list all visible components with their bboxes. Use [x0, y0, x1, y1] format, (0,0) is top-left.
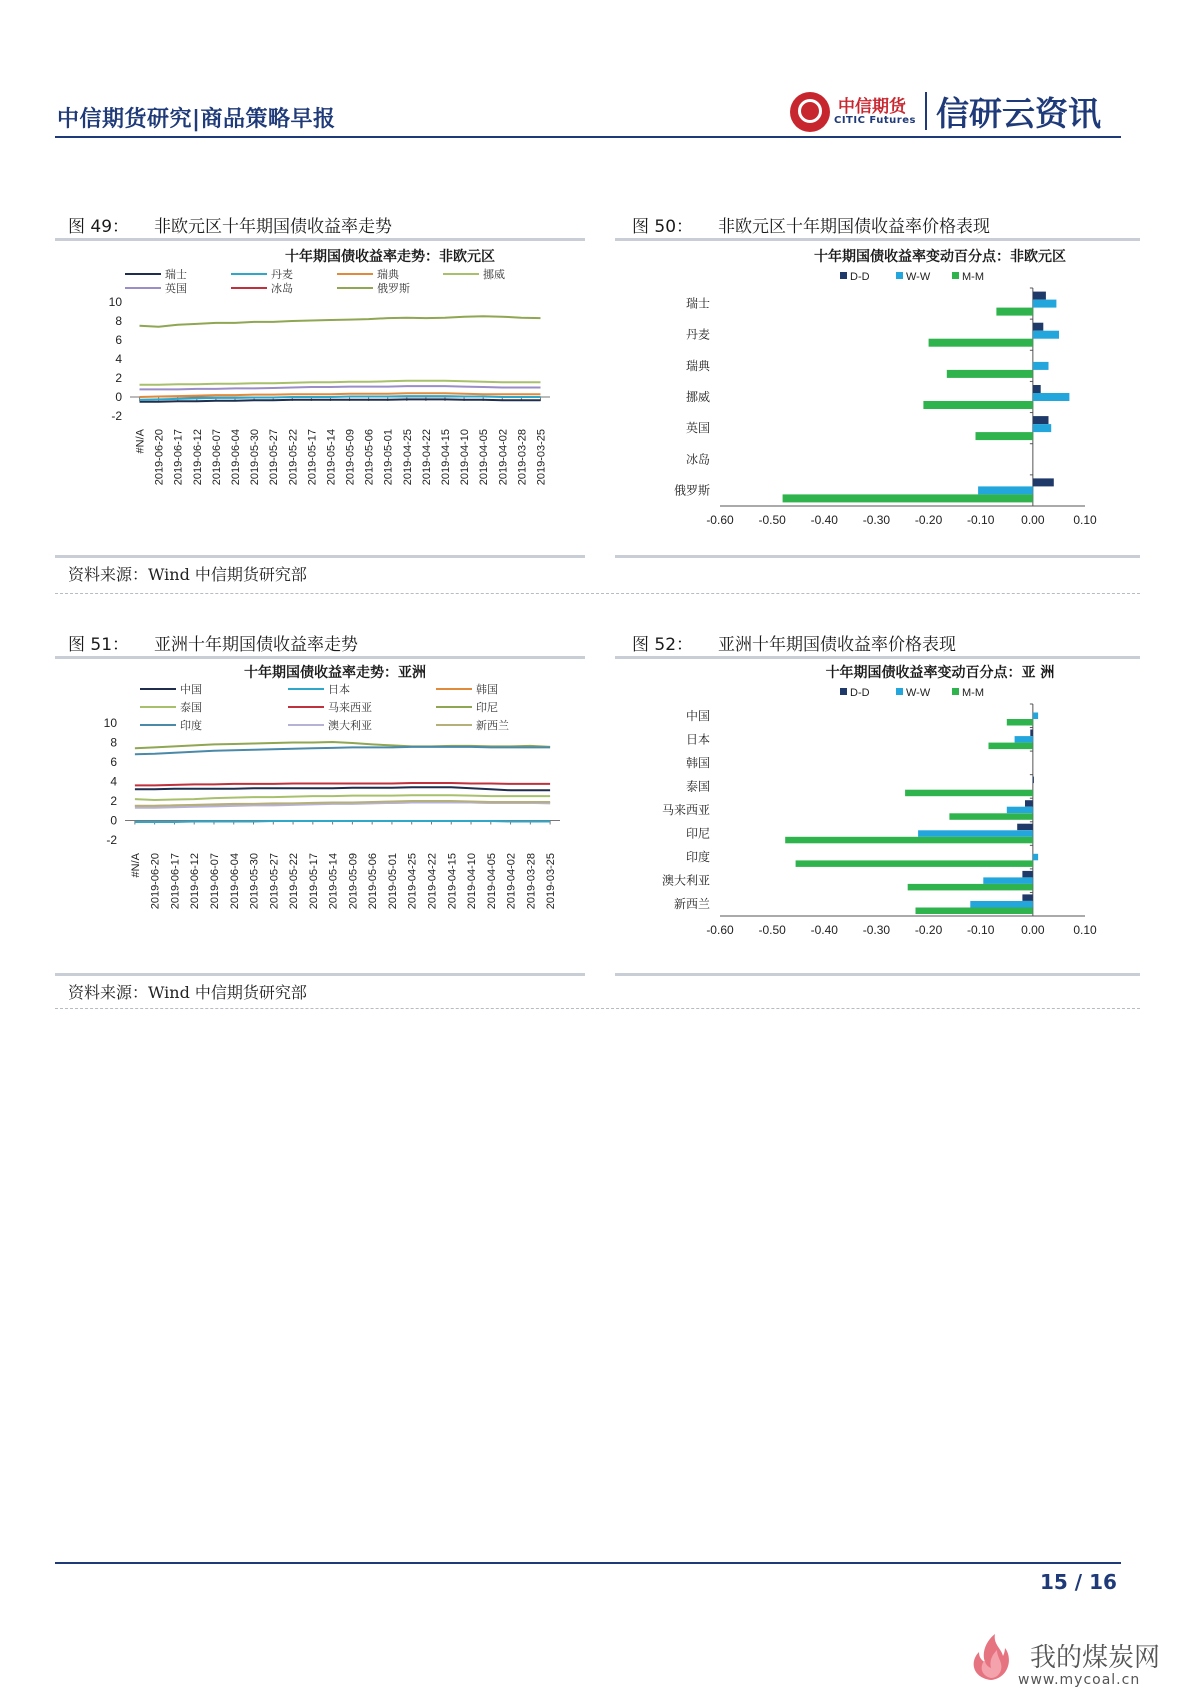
x-tick-label: 0.00 [1021, 923, 1045, 937]
x-tick-label: -0.20 [914, 923, 943, 937]
figure-rule [55, 238, 585, 241]
figure-52-caption [632, 630, 956, 655]
category-label: 韩国 [685, 755, 710, 770]
y-tick-label: 10 [108, 295, 122, 309]
figure-50-bar-chart [640, 244, 1120, 544]
x-tick-label: 2019-04-22 [420, 429, 433, 486]
bar [1033, 777, 1034, 784]
x-tick-label: 2019-03-25 [535, 429, 548, 486]
bar [989, 743, 1033, 750]
x-tick-label: 2019-05-09 [347, 853, 360, 910]
bar [978, 486, 1033, 494]
y-tick-label: -2 [111, 409, 122, 423]
bar [1033, 393, 1070, 401]
legend-label: 韩国 [476, 683, 498, 696]
x-tick-label: 2019-05-17 [307, 853, 320, 910]
figure-rule [55, 656, 585, 659]
bar [785, 837, 1033, 844]
x-tick-label: -0.10 [967, 923, 995, 937]
bar [796, 860, 1033, 867]
y-tick-label: 6 [115, 333, 122, 347]
series-line [135, 821, 550, 822]
flame-logo-icon [965, 1632, 1017, 1682]
x-tick-label: 2019-06-12 [189, 853, 202, 910]
category-label: 澳大利亚 [661, 873, 710, 888]
series-line [140, 399, 541, 401]
x-tick-label: 2019-06-20 [153, 429, 166, 486]
y-tick-label: 10 [103, 716, 117, 730]
category-label: 英国 [685, 421, 710, 436]
watermark-url: www.mycoal.cn [1018, 1672, 1141, 1688]
figure-50-caption [632, 212, 990, 237]
x-tick-label: 2019-04-02 [505, 853, 518, 910]
x-tick-label: 2019-04-15 [446, 853, 459, 910]
legend-swatch [952, 688, 959, 695]
legend-label: 澳大利亚 [328, 719, 372, 732]
x-tick-label: 2019-05-22 [288, 853, 301, 910]
y-tick-label: 0 [110, 813, 117, 828]
x-tick-label: -0.40 [810, 923, 838, 937]
y-tick-label: -2 [106, 833, 117, 847]
legend-label: 日本 [328, 683, 350, 696]
legend-label: D-D [850, 271, 870, 283]
x-tick-label: 0.10 [1073, 923, 1097, 937]
x-tick-label: 2019-05-09 [344, 429, 357, 486]
bar [1022, 894, 1032, 901]
category-label: 瑞典 [685, 358, 710, 373]
legend-label: 瑞士 [165, 268, 187, 281]
x-tick-label: -0.50 [758, 923, 786, 937]
x-tick-label: 2019-05-01 [382, 429, 395, 486]
x-tick-label: 2019-04-05 [478, 429, 491, 486]
x-tick-label: 2019-06-12 [191, 429, 204, 486]
x-tick-label: 2019-03-28 [516, 429, 529, 486]
bar [1017, 824, 1033, 831]
category-label: 马来西亚 [661, 803, 710, 817]
x-tick-label: -0.60 [706, 923, 734, 937]
x-tick-label: 2019-04-22 [426, 853, 439, 910]
x-tick-label: 2019-05-17 [306, 429, 319, 486]
x-tick-label: -0.20 [914, 513, 943, 527]
x-tick-label: 2019-05-30 [249, 429, 262, 486]
figure-49-caption [68, 212, 392, 237]
y-tick-label: 8 [115, 314, 122, 328]
figure-title: 亚洲十年期国债收益率走势 [154, 635, 358, 655]
logo-separator [925, 92, 927, 130]
bar [929, 339, 1033, 347]
series-line [135, 783, 550, 785]
legend-label: 挪威 [483, 268, 505, 281]
x-tick-label: 2019-04-10 [466, 853, 479, 910]
legend-swatch [840, 688, 847, 695]
x-tick-label: 2019-05-27 [268, 853, 281, 910]
bar [983, 877, 1033, 884]
category-label: 印度 [685, 850, 710, 865]
category-label: 印尼 [685, 826, 710, 841]
source-note: 资料来源：Wind 中信期货研究部 [68, 983, 307, 1002]
bar [970, 901, 1033, 908]
category-label: 俄罗斯 [673, 483, 710, 498]
series-line [135, 747, 550, 754]
series-line [140, 316, 541, 326]
x-tick-label: #N/A [129, 853, 142, 878]
x-tick-label: 2019-06-20 [149, 853, 162, 910]
legend-swatch [840, 272, 847, 279]
x-tick-label: -0.50 [758, 513, 786, 527]
legend-label: 冰岛 [271, 282, 293, 295]
legend-label: D-D [850, 687, 870, 699]
x-tick-label: 2019-04-10 [459, 429, 472, 486]
legend-swatch [896, 272, 903, 279]
x-tick-label: -0.40 [810, 513, 838, 527]
figure-rule [615, 973, 1140, 976]
legend-label: 泰国 [180, 701, 202, 714]
legend-label: 英国 [165, 282, 187, 295]
category-label: 日本 [685, 732, 710, 747]
logo-chinese-name: 中信期货 [838, 97, 906, 117]
bar [918, 830, 1033, 837]
x-tick-label: -0.30 [862, 513, 891, 527]
legend-label: M-M [962, 271, 984, 283]
bar [949, 813, 1032, 820]
section-divider [55, 1008, 1140, 1009]
legend-label: 印度 [180, 719, 202, 732]
y-tick-label: 2 [115, 371, 122, 385]
legend-swatch [896, 688, 903, 695]
figure-number: 图 49： [68, 217, 130, 237]
figure-rule [55, 973, 585, 976]
category-label: 中国 [685, 708, 710, 723]
bar [1033, 424, 1051, 432]
legend-label: 中国 [180, 683, 202, 696]
series-line [140, 381, 541, 385]
bar [976, 432, 1033, 440]
category-label: 挪威 [685, 390, 710, 404]
chart-title: 十年期国债收益率走势：亚洲 [244, 665, 426, 681]
logo-english-name: CITIC Futures [834, 115, 916, 126]
category-label: 丹麦 [685, 327, 710, 342]
legend-label: 印尼 [476, 701, 498, 714]
x-tick-label: 2019-03-28 [525, 853, 538, 910]
y-tick-label: 6 [110, 755, 117, 769]
figure-title: 非欧元区十年期国债收益率价格表现 [718, 217, 990, 237]
y-tick-label: 0 [115, 390, 122, 404]
bar [1033, 385, 1041, 393]
y-tick-label: 4 [110, 774, 117, 789]
series-line [135, 787, 550, 790]
bar [1033, 362, 1049, 370]
x-tick-label: 2019-05-01 [386, 853, 399, 910]
x-tick-label: 0.00 [1021, 513, 1045, 527]
bar [1007, 807, 1033, 814]
x-tick-label: 2019-04-15 [440, 429, 452, 486]
series-line [135, 795, 550, 800]
series-line [140, 386, 541, 389]
x-tick-label: 2019-05-06 [363, 429, 376, 486]
x-tick-label: 2019-05-30 [248, 853, 261, 910]
x-tick-label: 2019-06-17 [169, 853, 182, 910]
bar [908, 884, 1033, 891]
x-tick-label: 0.10 [1073, 513, 1097, 527]
category-label: 新西兰 [673, 897, 710, 912]
section-divider [55, 593, 1140, 594]
bar [783, 494, 1033, 502]
report-header-title: 中信期货研究|商品策略早报 [57, 107, 336, 132]
x-tick-label: 2019-05-14 [325, 429, 338, 486]
figure-rule [615, 555, 1140, 558]
legend-label: 马来西亚 [328, 701, 372, 714]
x-tick-label: 2019-06-07 [208, 853, 221, 910]
bar [1033, 300, 1057, 308]
x-tick-label: 2019-03-25 [545, 853, 558, 910]
chart-title: 十年期国债收益率走势：非欧元区 [285, 249, 495, 265]
bar [1033, 713, 1038, 720]
legend-label: 瑞典 [377, 268, 399, 281]
figure-title: 非欧元区十年期国债收益率走势 [154, 217, 392, 237]
x-tick-label: 2019-04-25 [401, 429, 414, 486]
legend-label: W-W [906, 271, 931, 283]
x-tick-label: 2019-04-05 [485, 853, 498, 910]
bar [1033, 323, 1043, 331]
x-tick-label: -0.30 [862, 923, 891, 937]
legend-label: W-W [906, 687, 931, 699]
bar [1030, 730, 1033, 737]
figure-number: 图 50： [632, 217, 694, 237]
figure-rule [615, 238, 1140, 241]
figure-49-line-chart [100, 244, 570, 544]
watermark-text: 我的煤炭网 [1030, 1643, 1161, 1673]
bar [1022, 871, 1032, 878]
category-label: 泰国 [685, 779, 710, 794]
figure-rule [55, 555, 585, 558]
source-note: 资料来源：Wind 中信期货研究部 [68, 565, 307, 584]
x-tick-label: 2019-06-04 [228, 853, 241, 910]
x-tick-label: 2019-06-07 [210, 429, 223, 486]
legend-label: 俄罗斯 [377, 282, 410, 295]
legend-label: M-M [962, 687, 984, 699]
bar [1033, 331, 1059, 339]
figure-number: 图 51： [68, 635, 130, 655]
x-tick-label: 2019-06-04 [230, 429, 242, 486]
figure-51-line-chart [95, 660, 575, 970]
legend-label: 丹麦 [271, 268, 293, 281]
citic-logo-icon [790, 92, 830, 132]
bar [916, 908, 1033, 915]
x-tick-label: #N/A [134, 429, 147, 454]
y-tick-label: 8 [110, 735, 117, 750]
bar [1025, 800, 1033, 807]
category-label: 冰岛 [685, 452, 710, 467]
bar [1033, 416, 1049, 424]
bar [905, 790, 1033, 797]
x-tick-label: 2019-06-17 [172, 429, 185, 486]
bar [1033, 478, 1054, 486]
figure-rule [615, 656, 1140, 659]
brand-title: 信研云资讯 [936, 94, 1101, 133]
figure-title: 亚洲十年期国债收益率价格表现 [718, 635, 956, 655]
x-tick-label: 2019-04-02 [497, 429, 510, 486]
page-number: 15 / 16 [1040, 1570, 1117, 1594]
bar [1033, 292, 1046, 300]
bar [1007, 719, 1033, 726]
y-tick-label: 4 [115, 352, 122, 366]
x-tick-label: 2019-05-06 [367, 853, 380, 910]
bar [996, 308, 1033, 316]
legend-label: 新西兰 [476, 719, 509, 732]
chart-title: 十年期国债收益率变动百分点：亚 洲 [825, 665, 1055, 681]
figure-52-bar-chart [640, 660, 1120, 970]
bar [923, 401, 1033, 409]
x-tick-label: 2019-05-22 [287, 429, 300, 486]
bar [1015, 736, 1033, 743]
category-label: 瑞士 [685, 296, 710, 311]
x-tick-label: -0.60 [706, 513, 734, 527]
bar [1033, 854, 1038, 861]
figure-number: 图 52： [632, 635, 694, 655]
bar [947, 370, 1033, 378]
chart-title: 十年期国债收益率变动百分点：非欧元区 [814, 249, 1066, 265]
x-tick-label: 2019-04-25 [406, 853, 419, 910]
header-rule [55, 136, 1121, 138]
figure-51-caption [68, 630, 358, 655]
legend-swatch [952, 272, 959, 279]
y-tick-label: 2 [110, 794, 117, 808]
x-tick-label: 2019-05-27 [268, 429, 281, 486]
footer-rule [55, 1562, 1121, 1564]
x-tick-label: 2019-05-14 [327, 853, 340, 910]
x-tick-label: -0.10 [967, 513, 995, 527]
